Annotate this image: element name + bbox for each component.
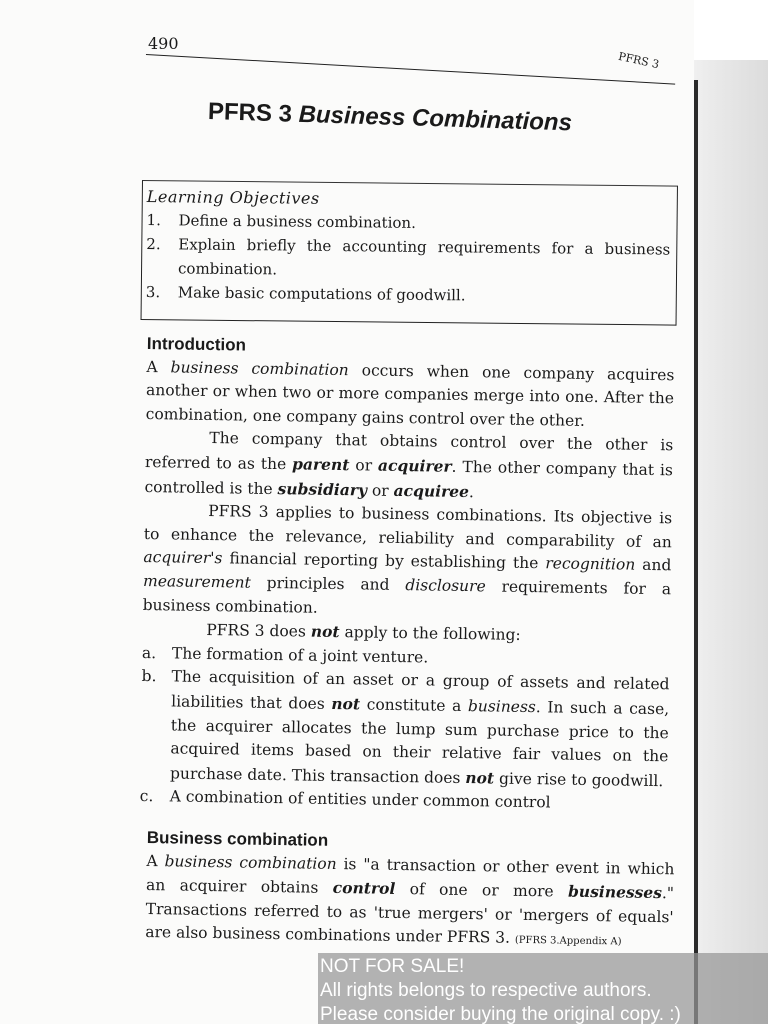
term-parent: parent bbox=[291, 454, 350, 475]
watermark-overlay bbox=[318, 953, 768, 1024]
term-business-combination: business combination bbox=[170, 357, 349, 379]
exclusions-list bbox=[140, 642, 671, 817]
text-run: financial reporting by establishing the bbox=[222, 549, 546, 573]
emphasis-not: not bbox=[331, 693, 361, 714]
learning-objectives-heading: Learning Objectives bbox=[146, 187, 320, 208]
text-run: The acquisition of an asset or a group of assets and related liabilities that does bbox=[171, 667, 670, 713]
text-run: or bbox=[366, 481, 394, 500]
text-run: PFRS 3 applies to business combinations. Its objective is to enhance the relevance, reliability and comparability of an bbox=[143, 502, 673, 552]
business-combination-paragraph bbox=[145, 850, 674, 956]
term-acquirers: acquirer's bbox=[143, 548, 223, 568]
introduction-heading: Introduction bbox=[146, 333, 247, 355]
objective-text: Define a business combination. bbox=[178, 211, 416, 232]
text-run: The company that obtains control over the other is referred to as the bbox=[144, 429, 674, 474]
page-number: 490 bbox=[148, 34, 179, 53]
watermark-line: All rights belongs to respective authors. bbox=[320, 980, 652, 1001]
chapter-title-prefix: PFRS 3 bbox=[207, 98, 300, 128]
text-run: apply to the following: bbox=[339, 623, 521, 645]
text-run: . In such a case, the acquirer allocates the lump sum purchase price to the acquired items based on their relative fair values on the purchase date. This transaction does bbox=[169, 698, 670, 787]
list-marker: a. bbox=[141, 643, 157, 662]
term-measurement: measurement bbox=[142, 571, 251, 592]
running-head: PFRS 3 bbox=[617, 49, 661, 72]
list-text: A combination of entities under common control bbox=[169, 787, 551, 812]
intro-paragraph-1 bbox=[146, 356, 675, 435]
watermark-line: Please consider buying the original copy. :) bbox=[320, 1004, 681, 1024]
objective-number: 1. bbox=[146, 211, 161, 230]
emphasis-not: not bbox=[465, 767, 495, 788]
text-run: is "a transaction or other event in which an acquirer obtains bbox=[145, 854, 675, 898]
list-marker: c. bbox=[139, 787, 154, 806]
term-businesses: businesses bbox=[567, 881, 663, 903]
text-run: A bbox=[146, 851, 165, 870]
term-disclosure: disclosure bbox=[405, 576, 486, 596]
introduction-section bbox=[140, 332, 675, 817]
list-text bbox=[170, 666, 670, 794]
watermark-line: NOT FOR SALE! bbox=[320, 956, 465, 977]
term-business: business bbox=[467, 696, 536, 717]
text-run: of one or more bbox=[395, 880, 569, 901]
business-combination-heading: Business combination bbox=[146, 827, 329, 850]
term-acquirer: acquirer bbox=[377, 455, 452, 476]
term-subsidiary: subsidiary bbox=[277, 478, 368, 500]
text-run: or bbox=[349, 456, 379, 475]
intro-paragraph-3 bbox=[143, 499, 673, 625]
list-marker: b. bbox=[141, 667, 157, 686]
emphasis-not: not bbox=[310, 621, 340, 642]
text-run: A bbox=[146, 357, 171, 376]
learning-objectives-list bbox=[146, 208, 671, 309]
text-run: . bbox=[468, 482, 475, 501]
objective-text: Make basic computations of goodwill. bbox=[177, 283, 466, 305]
term-business-combination: business combination bbox=[164, 851, 337, 873]
intro-paragraph-2 bbox=[144, 426, 673, 507]
text-run: . The other company that is controlled is the bbox=[144, 457, 674, 498]
objective-number: 3. bbox=[145, 283, 161, 302]
list-text: The formation of a joint venture. bbox=[171, 644, 429, 667]
term-acquiree: acquiree bbox=[393, 480, 470, 501]
text-run: occurs when one company acquires another or when two or more companies merge into one. After the combination, one company gains control over the other. bbox=[145, 360, 675, 430]
objective-number: 2. bbox=[146, 235, 161, 254]
text-run: give rise to goodwill. bbox=[494, 769, 664, 790]
text-run: and bbox=[635, 556, 672, 575]
objective-text: Explain briefly the accounting requirements for a business combination. bbox=[177, 235, 671, 279]
objective-item bbox=[146, 280, 670, 309]
text-run: constitute a bbox=[359, 695, 469, 715]
business-combination-section bbox=[145, 826, 675, 955]
term-recognition: recognition bbox=[545, 554, 636, 575]
text-run: principles and bbox=[250, 573, 406, 595]
list-item bbox=[140, 665, 670, 793]
text-run: PFRS 3 does bbox=[206, 621, 311, 641]
objective-item bbox=[146, 232, 670, 285]
chapter-title-italic: Business Combinations bbox=[298, 100, 573, 137]
citation: (PFRS 3.Appendix A) bbox=[514, 935, 622, 948]
text-run: requirements for a business combination. bbox=[142, 577, 672, 617]
term-control: control bbox=[332, 878, 396, 899]
text-run: ." Transactions referred to as 'true mergers' or 'mergers of equals' are also business combinations under PFRS 3. bbox=[145, 884, 675, 948]
page-edge bbox=[694, 80, 698, 1024]
learning-objectives-box bbox=[141, 180, 678, 326]
